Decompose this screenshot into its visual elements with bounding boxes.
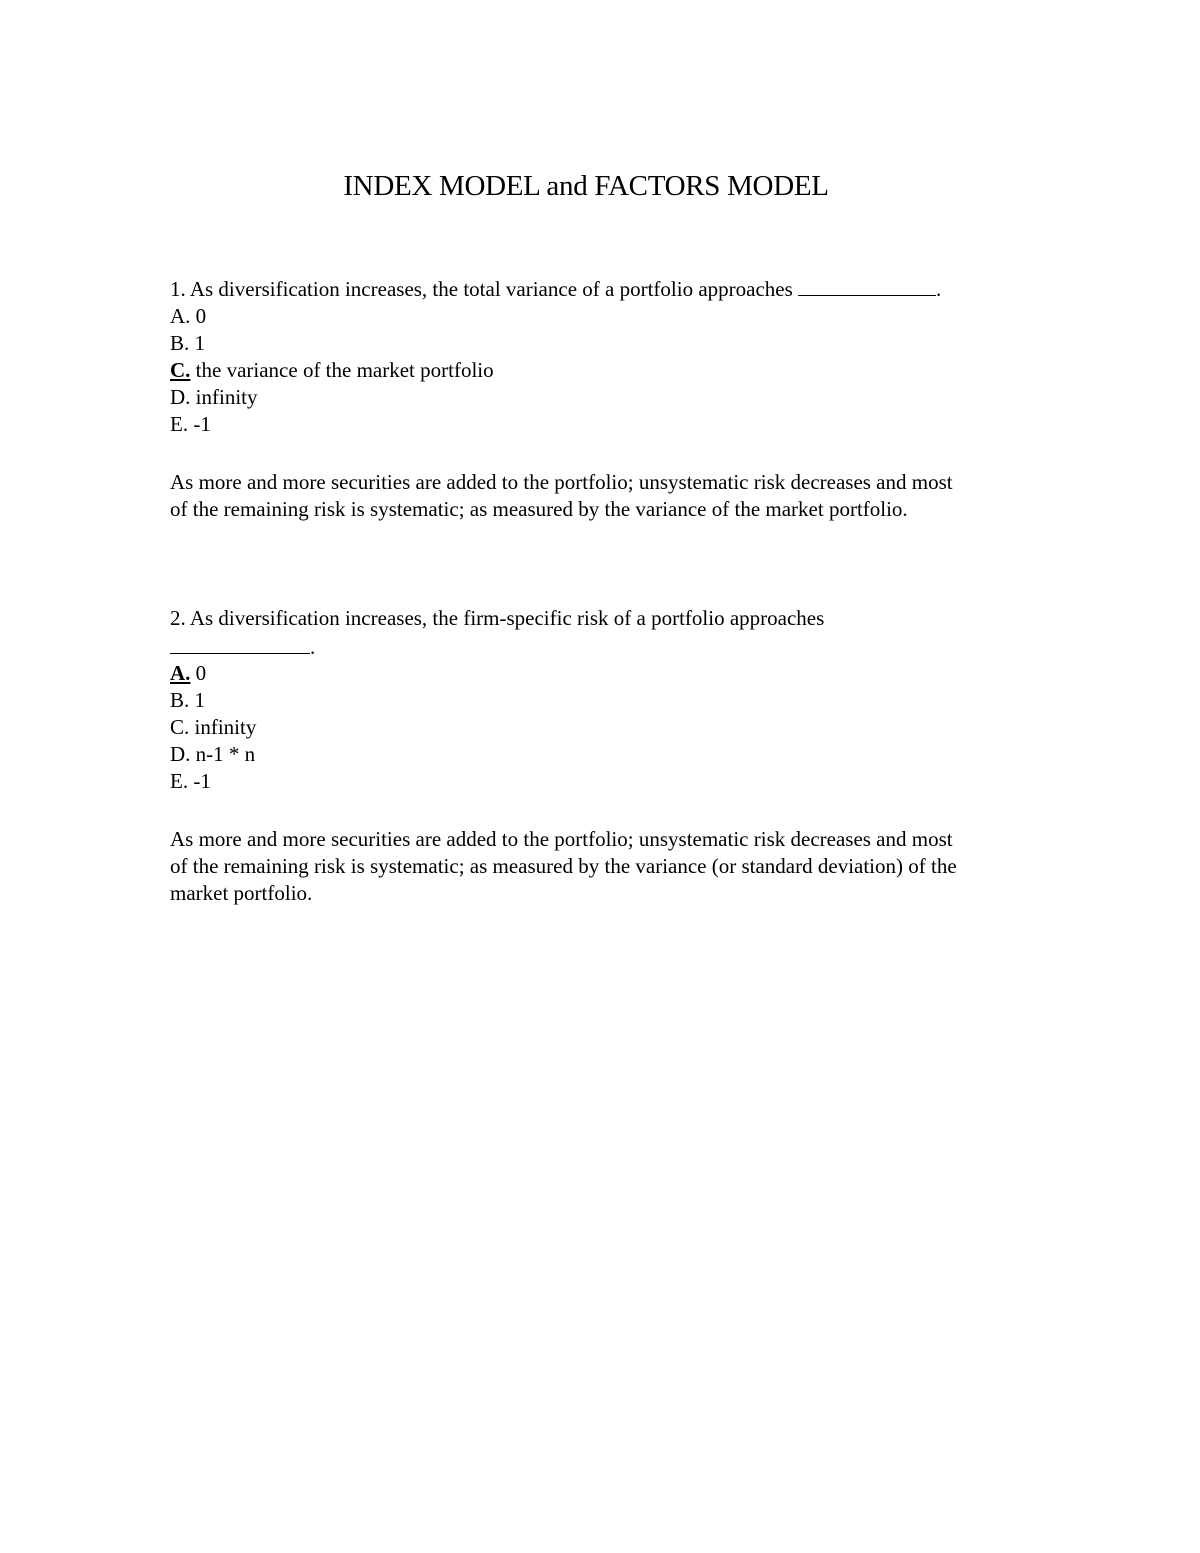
question-1-option-b — [170, 330, 205, 357]
option-letter: C. — [170, 715, 190, 739]
question-stem-end: . — [310, 635, 316, 659]
option-text: -1 — [193, 769, 211, 793]
question-1-option-d — [170, 384, 258, 411]
answer-blank — [170, 633, 310, 654]
question-2-option-d — [170, 741, 255, 768]
option-text: the variance of the market portfolio — [195, 358, 494, 382]
question-2-option-b — [170, 687, 205, 714]
option-letter: E. — [170, 769, 189, 793]
option-text: 1 — [194, 688, 206, 712]
question-text: As diversification increases, the total variance of a portfolio approaches — [189, 277, 793, 301]
question-2-option-c — [170, 714, 256, 741]
option-text: -1 — [193, 412, 211, 436]
option-letter: D. — [170, 742, 191, 766]
question-2-stem — [170, 605, 824, 632]
question-stem-end: . — [936, 277, 942, 301]
option-letter: B. — [170, 331, 190, 355]
question-text: As diversification increases, the firm-specific risk of a portfolio approaches — [189, 606, 825, 630]
option-letter: A. — [170, 304, 191, 328]
question-2-explanation-line-3: market portfolio. — [170, 881, 313, 905]
option-letter: D. — [170, 385, 191, 409]
question-number: 2. — [170, 606, 186, 630]
question-1-option-a — [170, 303, 206, 330]
question-number: 1. — [170, 277, 186, 301]
option-letter: B. — [170, 688, 190, 712]
question-1-stem — [170, 275, 941, 303]
answer-blank — [798, 275, 936, 296]
option-letter: E. — [170, 412, 189, 436]
correct-option-letter: A. — [170, 661, 191, 685]
option-text: 0 — [195, 661, 207, 685]
question-2-blank-line — [170, 633, 315, 661]
option-text: n-1 * n — [195, 742, 256, 766]
question-2-option-a — [170, 660, 206, 687]
option-text: 1 — [194, 331, 206, 355]
question-1-option-e — [170, 411, 211, 438]
option-text: 0 — [195, 304, 207, 328]
option-text: infinity — [194, 715, 257, 739]
question-1-option-c — [170, 357, 494, 384]
question-2-explanation-line-1: As more and more securities are added to the portfolio; unsystematic risk decreases and most — [170, 827, 953, 851]
correct-option-letter: C. — [170, 358, 191, 382]
question-2-explanation-line-2: of the remaining risk is systematic; as measured by the variance (or standard deviation) of the — [170, 854, 957, 878]
question-1-explanation-line-1: As more and more securities are added to the portfolio; unsystematic risk decreases and most — [170, 470, 953, 494]
question-2-option-e — [170, 768, 211, 795]
option-text: infinity — [195, 385, 258, 409]
document-title: INDEX MODEL and FACTORS MODEL — [343, 170, 829, 202]
question-1-explanation-line-2: of the remaining risk is systematic; as measured by the variance of the market portfolio. — [170, 497, 908, 521]
